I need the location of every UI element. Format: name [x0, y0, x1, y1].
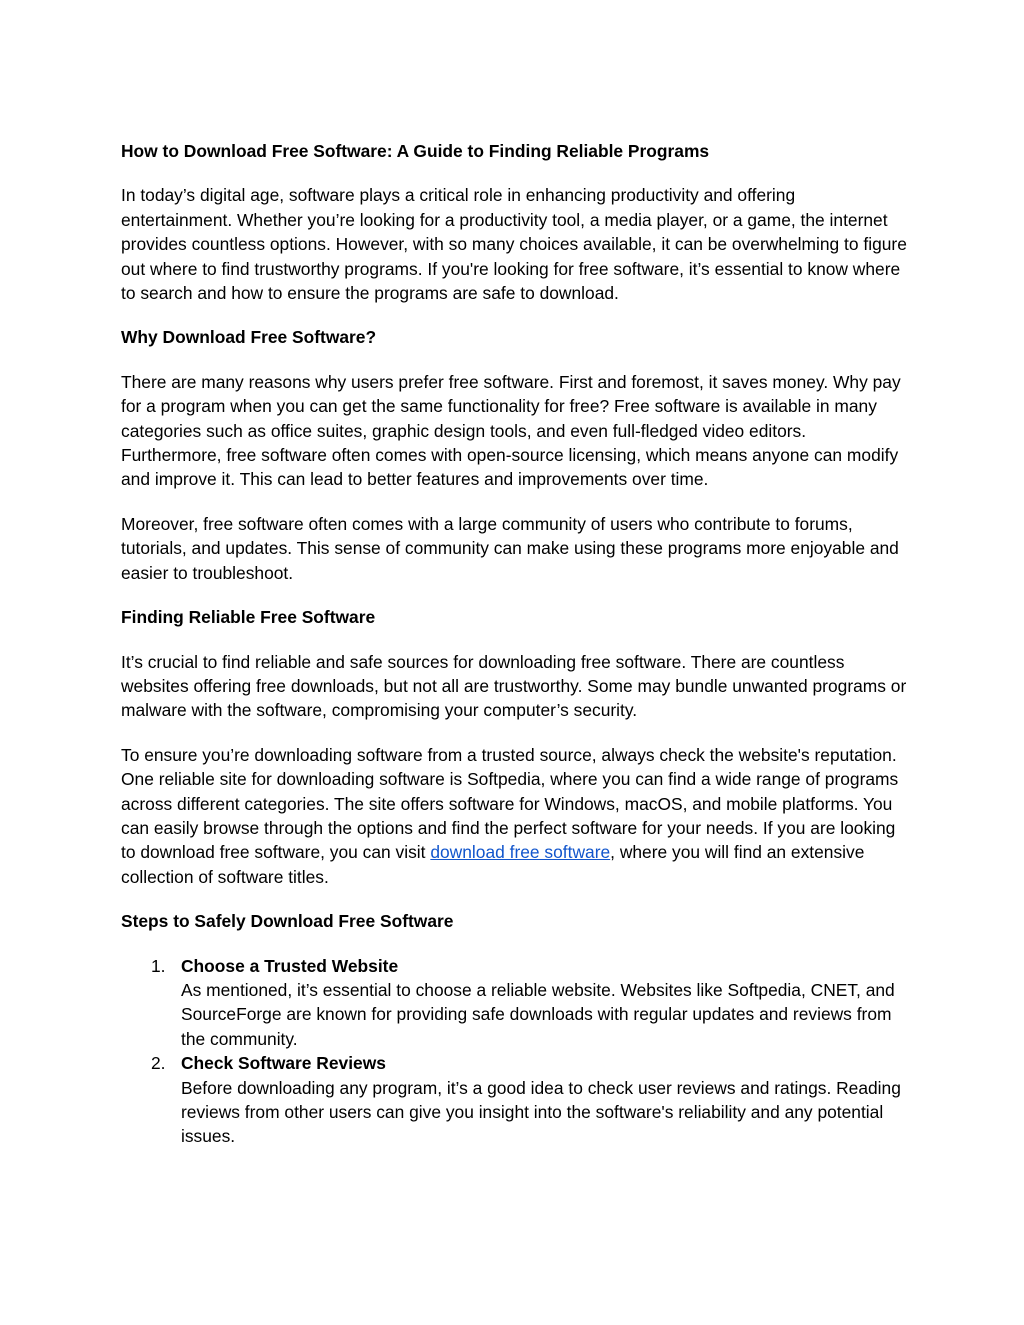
document-page — [121, 139, 911, 1149]
why-heading: Why Download Free Software? — [121, 327, 377, 348]
finding-text-after-link: , where you will find an extensive collection of software titles. — [121, 842, 865, 887]
finding-paragraph-1: It’s crucial to find reliable and safe sources for downloading free software. There are countless websites offering free downloads, but not all are trustworthy. Some may bundle unwanted programs or malware with the software, compromising your computer’s security. — [121, 651, 907, 721]
finding-text-before-link: To ensure you’re downloading software from a trusted source, always check the website's reputation. One reliable site for downloading software is Softpedia, where you can find a wide range of programs across different categories. The site offers software for Windows, macOS, and mobile platforms. You can easily browse through the options and find the perfect software for your needs. If you are looking to download free software, you can visit — [121, 744, 899, 863]
list-item-body: As mentioned, it’s essential to choose a reliable website. Websites like Softpedia, CNET, and SourceForge are known for providing safe downloads with regular updates and reviews from the community. — [181, 979, 895, 1049]
steps-heading: Steps to Safely Download Free Software — [121, 911, 454, 932]
why-paragraph-1: There are many reasons why users prefer free software. First and foremost, it saves money. Why pay for a program when you can get the same functionality for free? Free software is available in many categories such as office suites, graphic design tools, and even full-fledged video editors. Furthermore, free software often comes with open-source licensing, which means anyone can modify and improve it. This can lead to better features and improvements over time. — [121, 371, 901, 490]
download-free-software-link[interactable]: download free software — [430, 842, 611, 863]
why-paragraph-2: Moreover, free software often comes with a large community of users who contribute to forums, tutorials, and updates. This sense of community can make using these programs more enjoyable and easier to troubleshoot. — [121, 513, 899, 583]
list-item-number: 2. — [151, 1053, 166, 1074]
list-item-title: Check Software Reviews — [181, 1053, 386, 1074]
steps-list — [121, 954, 911, 1149]
intro-paragraph: In today’s digital age, software plays a critical role in enhancing productivity and offering entertainment. Whether you’re looking for a productivity tool, a media player, or a game, the internet provides countless options. However, with so many choices available, it can be overwhelming to figure out where to find trustworthy programs. If you're looking for free software, it’s essential to know where to search and how to ensure the programs are safe to download. — [121, 185, 907, 304]
finding-heading: Finding Reliable Free Software — [121, 607, 376, 628]
list-item — [121, 1051, 911, 1149]
finding-paragraph-2 — [121, 743, 911, 889]
list-item-title: Choose a Trusted Website — [181, 955, 399, 976]
list-item-body: Before downloading any program, it’s a good idea to check user reviews and ratings. Reading reviews from other users can give you insight into the software's reliability and any potential issues. — [181, 1077, 901, 1147]
document-title: How to Download Free Software: A Guide to Finding Reliable Programs — [121, 141, 710, 161]
list-item — [121, 954, 911, 1052]
list-item-number: 1. — [151, 955, 166, 976]
